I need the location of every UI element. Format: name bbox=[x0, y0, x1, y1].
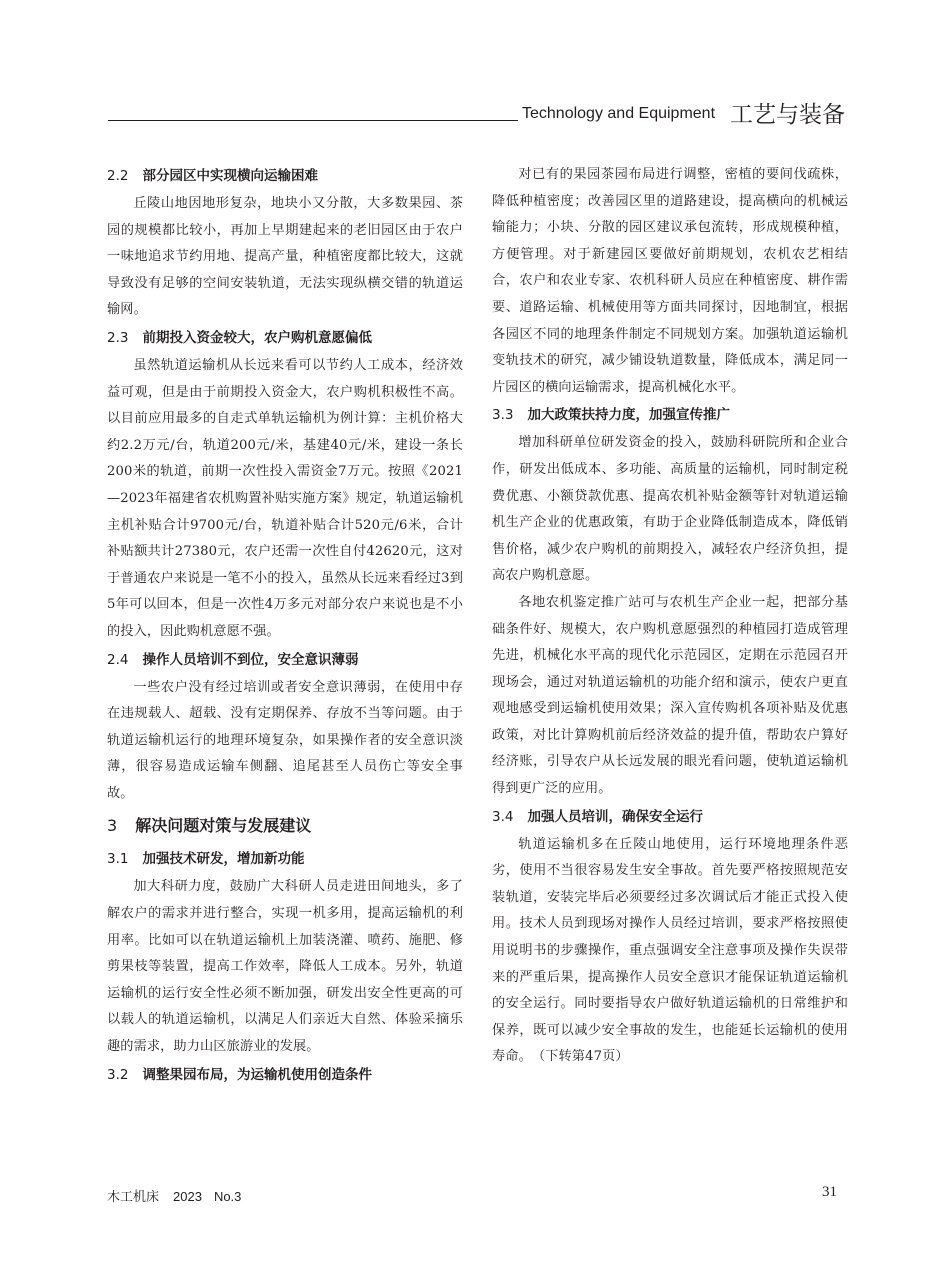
section-heading-3-4 bbox=[492, 803, 848, 832]
journal-issue: No.3 bbox=[213, 1189, 242, 1204]
section-heading-3-2 bbox=[107, 1061, 463, 1090]
section-heading-2-3 bbox=[107, 324, 463, 353]
chapter-heading-3 bbox=[107, 807, 463, 845]
section-title: 加强技术研发，增加新功能 bbox=[142, 851, 305, 868]
header-chinese-title: 工艺与装备 bbox=[730, 102, 845, 128]
section-number: 3.1 bbox=[107, 851, 129, 868]
journal-name: 木工机床 bbox=[107, 1190, 160, 1205]
section-title: 操作人员培训不到位，安全意识薄弱 bbox=[142, 651, 359, 668]
paragraph-2-3: 虽然轨道运输机从长远来看可以节约人工成本，经济效益可观，但是由于前期投入资金大，农户购机积极性不高。以目前应用最多的自走式单轨运输机为例计算：主机价格大约2.2万元/台，轨道200元/米，基建40元/米，建设一条长200米的轨道，前期一次性投入需资金7万元。按照《2021—2023年福建省农机购置补贴实施方案》规定，轨道运输机主机补贴合计9700元/台，轨道补贴合计520元/6米，合计补贴额共计27380元，农户还需一次性自付42620元，这对于普通农户来说是一笔不小的投入，虽然从长远来看经过3到5年可以回本，但是一次性4万多元对部分农户来说也是不小的投入，因此购机意愿不强。 bbox=[107, 357, 463, 639]
right-column bbox=[492, 162, 848, 1071]
paragraph-2-2: 丘陵山地因地形复杂，地块小又分散，大多数果园、茶园的规模都比较小，再加上早期建起来的老旧园区由于农户一味地追求节约用地、提高产量，种植密度都比较大，这就导致没有足够的空间安装轨道，无法实现纵横交错的轨道运输网。 bbox=[107, 196, 463, 318]
section-number: 2.3 bbox=[107, 329, 129, 346]
header-rule bbox=[108, 120, 518, 121]
chapter-title: 解决问题对策与发展建议 bbox=[135, 816, 312, 836]
section-heading-3-1 bbox=[107, 845, 463, 874]
paragraph-3-4: 轨道运输机多在丘陵山地使用，运行环境地理条件恶劣，使用不当很容易发生安全事故。首先要严格按照规范安装轨道，安装完毕后必须要经过多次调试后才能正式投入使用。技术人员到现场对操作人员经过培训，要求严格按照使用说明书的步骤操作，重点强调安全注意事项及操作失误带来的严重后果，提高操作人员安全意识才能保证轨道运输机的安全运行。同时要指导农户做好轨道运输机的日常维护和保养，既可以减少安全事故的发生，也能延长运输机的使用寿命。 （下转第47页） bbox=[492, 836, 848, 1065]
section-heading-2-4 bbox=[107, 646, 463, 675]
running-header bbox=[108, 96, 848, 126]
section-number: 3.2 bbox=[107, 1066, 129, 1083]
section-title: 前期投入资金较大，农户购机意愿偏低 bbox=[142, 329, 372, 346]
paragraph-2-4: 一些农户没有经过培训或者安全意识薄弱，在使用中存在违规载人、超载、没有定期保养、存放不当等问题。由于轨道运输机运行的地理环境复杂，如果操作者的安全意识淡薄，很容易造成运输车侧翻、追尾甚至人员伤亡等安全事故。 bbox=[107, 679, 463, 801]
section-title: 加强人员培训，确保安全运行 bbox=[527, 808, 703, 825]
section-heading-2-2 bbox=[107, 162, 463, 191]
section-number: 2.4 bbox=[107, 651, 129, 668]
section-title: 加大政策扶持力度，加强宣传推广 bbox=[527, 407, 730, 424]
paragraph-3-3-a: 增加科研单位研发资金的投入，鼓励科研院所和企业合作，研发出低成本、多功能、高质量的运输机，同时制定税费优惠、小额贷款优惠、提高农机补贴金额等针对轨道运输机生产企业的优惠政策，有助于企业降低制造成本，降低销售价格，减少农户购机的前期投入，减轻农户经济负担，提高农户购机意愿。 bbox=[492, 435, 848, 584]
page-number: 31 bbox=[822, 1184, 837, 1200]
paragraph-3-2: 对已有的果园茶园布局进行调整，密植的要间伐疏株，降低种植密度；改善园区里的道路建设，提高横向的机械运输能力；小块、分散的园区建议承包流转，形成规模种植，方便管理。对于新建园区要做好前期规划，农机农艺相结合，农户和农业专家、农机科研人员应在种植密度、耕作需要、道路运输、机械使用等方面共同探讨，因地制宜，根据各园区不同的地理条件制定不同规划方案。加强轨道运输机变轨技术的研究，减少铺设轨道数量，降低成本，满足同一片园区的横向运输需求，提高机械化水平。 bbox=[492, 167, 848, 395]
journal-year: 2023 bbox=[173, 1189, 202, 1204]
chapter-number: 3 bbox=[107, 816, 118, 836]
section-number: 3.4 bbox=[492, 808, 514, 825]
left-column bbox=[107, 162, 463, 1090]
section-heading-3-3 bbox=[492, 401, 848, 430]
header-english-title: Technology and Equipment bbox=[522, 105, 716, 122]
paragraph-3-1: 加大科研力度，鼓励广大科研人员走进田间地头，多了解农户的需求并进行整合，实现一机多用，提高运输机的利用率。比如可以在轨道运输机上加装浇灌、喷药、施肥、修剪果枝等装置，提高工作效率，降低人工成本。另外，轨道运输机的运行安全性必须不断加强，研发出安全性更高的可以载人的轨道运输机，以满足人们亲近大自然、体验采摘乐趣的需求，助力山区旅游业的发展。 bbox=[107, 879, 463, 1055]
section-title: 部分园区中实现横向运输困难 bbox=[142, 168, 318, 184]
paragraph-3-3-b: 各地农机鉴定推广站可与农机生产企业一起，把部分基础条件好、规模大，农户购机意愿强烈的种植园打造成管理先进，机械化水平高的现代化示范园区，定期在示范园召开现场会，通过对轨道运输机的功能介绍和演示，使农户更直观地感受到运输机使用效果；深入宣传购机各项补贴及优惠政策，对比计算购机前后经济效益的提升值，帮助农户算好经济账，引导农户从长远发展的眼光看问题，使轨道运输机得到更广泛的应用。 bbox=[492, 594, 848, 797]
section-number: 2.2 bbox=[107, 168, 129, 184]
footer-journal-info bbox=[107, 1186, 241, 1205]
section-number: 3.3 bbox=[492, 407, 514, 424]
section-title: 调整果园布局，为运输机使用创造条件 bbox=[142, 1066, 372, 1083]
